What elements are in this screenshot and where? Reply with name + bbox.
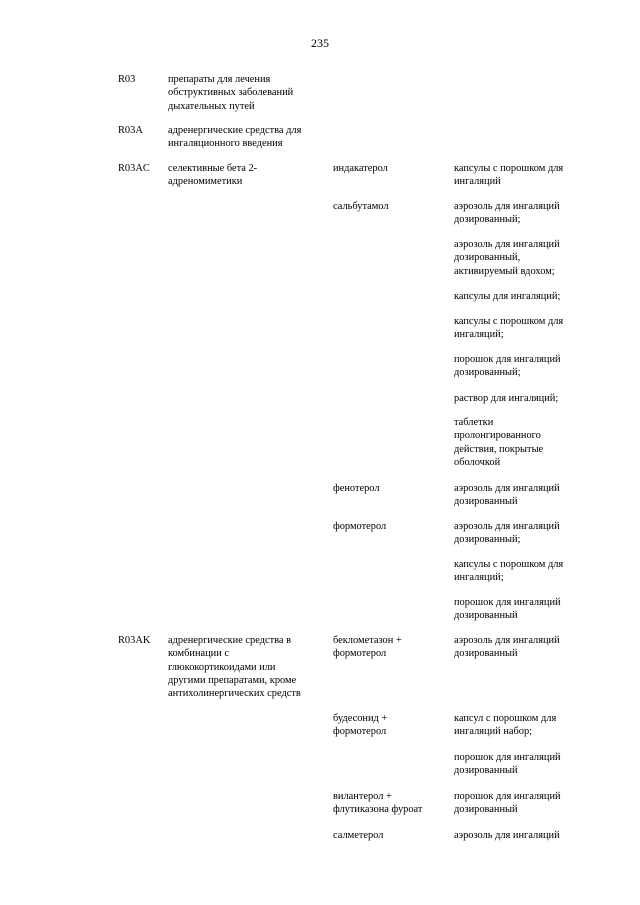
page-number: 235 [311,36,329,50]
dosage-form: порошок для ингаляций дозированный [454,752,561,777]
dosage-form: аэрозоль для ингаляций дозированный; [454,521,560,546]
dosage-form: раствор для ингаляций; [454,393,559,404]
drug-name: фенотерол [333,483,380,494]
drug-name: индакатерол [333,163,388,174]
drug-name: формотерол [333,521,387,532]
dosage-form: капсулы с порошком для ингаляций; [454,559,564,584]
dosage-form: аэрозоль для ингаляций дозированный [454,483,560,508]
dosage-form: капсулы с порошком для ингаляций; [454,316,564,341]
atc-group: препараты для лечения обструктивных заболеваний дыхательных путей [168,74,294,112]
atc-group: адренергические средства в комбинации с глюкокортикоидами или другими препаратами, кроме антихолинергических средств [168,635,301,700]
dosage-form: порошок для ингаляций дозированный [454,791,561,816]
dosage-form: капсул с порошком для ингаляций набор; [454,713,557,738]
drug-name: вилантерол + флутиказона фуроат [333,791,423,816]
atc-code: R03AK [118,635,151,646]
dosage-form: таблетки пролонгированного действия, покрытые оболочкой [454,417,544,468]
dosage-form: аэрозоль для ингаляций дозированный, активируемый вдохом; [454,239,560,277]
atc-group: адренергические средства для ингаляционного введения [168,125,302,150]
dosage-form: капсулы для ингаляций; [454,291,561,302]
atc-code: R03 [118,74,136,85]
dosage-form: аэрозоль для ингаляций дозированный [454,635,560,660]
dosage-form: порошок для ингаляций дозированный [454,597,561,622]
dosage-form: капсулы с порошком для ингаляций [454,163,564,188]
drug-name: сальбутамол [333,201,389,212]
atc-group: селективные бета 2- адреномиметики [168,163,258,188]
dosage-form: аэрозоль для ингаляций дозированный; [454,201,560,226]
atc-code: R03A [118,125,143,136]
dosage-form: порошок для ингаляций дозированный; [454,354,561,379]
dosage-form: аэрозоль для ингаляций [454,830,560,841]
drug-name: будесонид + формотерол [333,713,388,738]
drug-name: беклометазон + формотерол [333,635,402,660]
atc-code: R03AC [118,163,150,174]
drug-name: салметерол [333,830,384,841]
